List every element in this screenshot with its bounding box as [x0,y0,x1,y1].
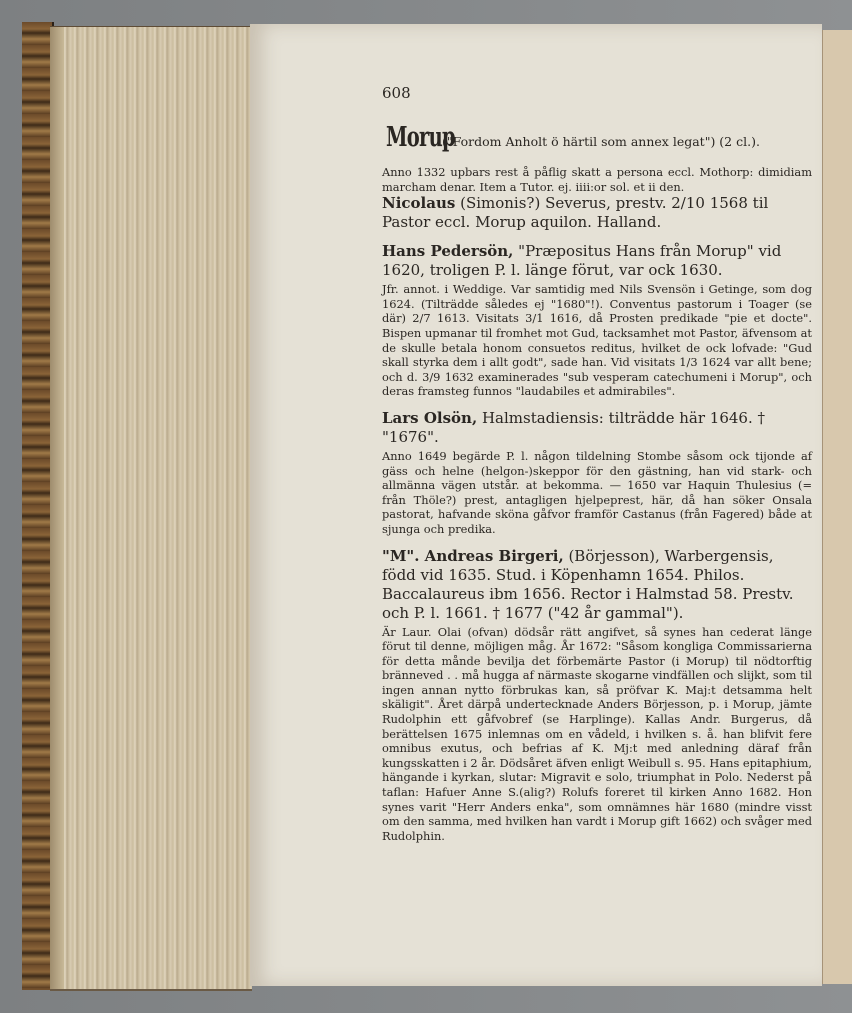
entry-head [382,194,812,232]
entry-body: Är Laur. Olai (ofvan) dödsår rätt angifvet, så synes han cederat länge förut til denne, möjligen måg. År 1672: "Såsom kongliga Commissarierna för detta månde bevilja det förbemärte Pastor (i Morup) til nödtorftig bränneved . . må hugga af närmaste skogarne vindfällen och slijkt, som til ingen annan nytto förbrukas kan, så pröfvar K. Maj:t detsamma helt skäligit". Året därpå undertecknade Anders Börjesson, p. i Morup, jämte Rudolphin ett gåfvobref (se Harplinge). Kallas Andr. Burgerus, då berättelsen 1675 inlemnas om en vådeld, i hvilken s. å. han blifvit fere omnibus exutus, och befrias af K. Mj:t med anledning däraf från kungsskatten i 2 år. Dödsåret äfven enligt Weibull s. 95. Hans epitaphium, hängande i kyrkan, slutar: Migravit e solo, triumphat in Polo. Nederst på taflan: Hafuer Anne S.(alig?) Rolufs foreret til kirken Anno 1682. Hon synes varit "Herr Anders enka", som omnämnes här 1680 (mindre visst om den samma, med hvilken han vardt i Morup gift 1662) och svåger med Rudolphin. [382,624,812,843]
entry-head-text: "Præpositus Hans från Morup" vid 1620, troligen P. l. länge förut, var ock 1630. [382,242,782,280]
parish-title: Morup [386,122,455,153]
entry-name: Nicolaus [382,194,456,213]
entry-head-text: Halmstadiensis: tilträdde här 1646. † "1676". [382,408,765,446]
entry-body: Anno 1649 begärde P. l. någon tildelning Stombe såsom ock tijonde af gäss och helne (helgon-)skeppor för den gästning, han vid stark- och allmänna vägen utstår. at bekomma. — 1650 var Haquin Thulesius (= från Thöle?) prest, antagligen hjelpeprest, här, då han söker Onsala pastorat, hafvande sköna gåfvor framför Castanus (från Fagered) både at sjunga och predika. [382,448,812,536]
page-text-block [382,84,812,853]
entry-name: Lars Olsön, [382,408,478,427]
entry-lars-olsen [382,409,812,537]
entry-head [382,242,812,280]
entry-nicolaus [382,194,812,232]
page-edges-stack [50,26,252,991]
entry-head [382,547,812,623]
entry-head [382,409,812,447]
entry-andreas-birgeri [382,547,812,844]
entry-hans-pedersen [382,242,812,399]
facing-page-edge [822,30,852,984]
parish-note: ("Fordom Anholt ö härtil som annex legat") (2 cl.). [442,134,760,149]
entry-body: Jfr. annot. i Weddige. Var samtidig med Nils Svensön i Getinge, som dog 1624. (Tilträdde således ej "1680"!). Conventus pastorum i Toager (se där) 2/7 1613. Visitats 3/1 1616, då Prosten predikade "pie et docte". Bispen upmanar til fromhet mot Gud, tacksamhet mot Pastor, äfvensom at de skulle betala honom consuetos reditus, hvilket de ock lofvade: "Gud skall styrka dem i allt godt", sade han. Vid visitats 1/3 1624 var allt bene; och d. 3/9 1632 examinerades "sub vesperam catechumeni i Morup", och deras framsteg funnos "laudabiles et admirabiles". [382,282,812,399]
entry-head-text: (Börjesson), Warbergensis, född vid 1635. Stud. i Köpenhamn 1654. Philos. Baccalaureus ibm 1656. Rector i Halmstad 58. Prestv. och P. l. 1661. † 1677 ("42 år gammal"). [382,546,794,622]
page-number: 608 [382,84,411,102]
parish-heading [386,122,812,153]
entry-name: Hans Pedersön, [382,242,514,261]
book-page [250,24,822,986]
entry-head-text: (Simonis?) Severus, prestv. 2/10 1568 til Pastor eccl. Morup aquilon. Halland. [382,194,769,232]
entry-name: "M". Andreas Birgeri, [382,546,564,565]
intro-paragraph: Anno 1332 upbars rest å påflig skatt a persona eccl. Mothorp: dimidiam marcham denar. Item a Tutor. ej. iiii:or sol. et ii den. [382,165,812,194]
